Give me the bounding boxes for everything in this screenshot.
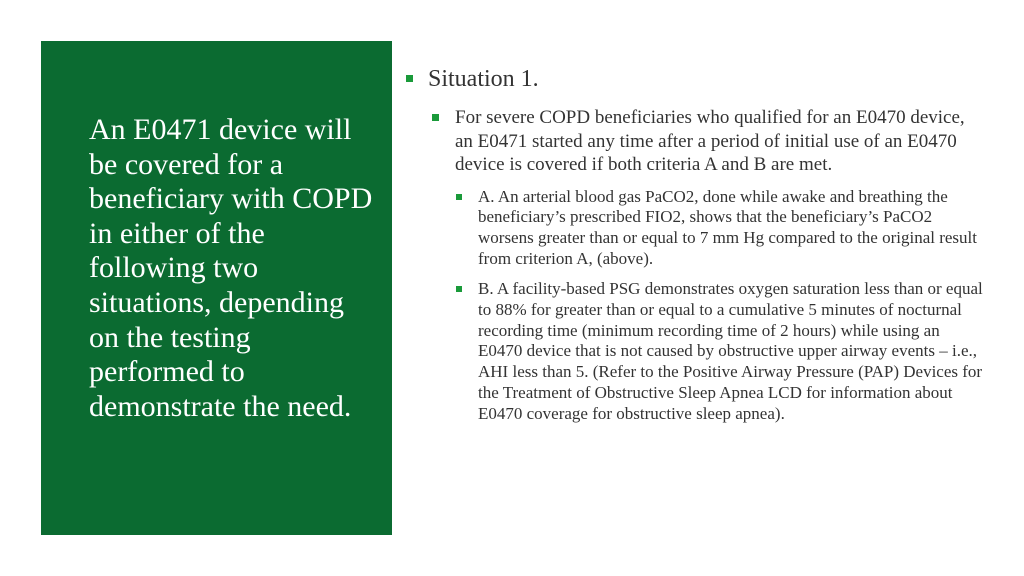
panel-summary-text: An E0471 device will be covered for a beneficiary with COPD in either of the following two situations, depending on the testing performed to demonstrate the need. xyxy=(89,113,373,423)
bullet-situation-heading xyxy=(404,64,984,94)
criterion-a-text: A. An arterial blood gas PaCO2, done while awake and breathing the beneficiary’s prescribed FIO2, shows that the beneficiary’s PaCO2 worsens greater than or equal to 7 mm Hg compared to the original result from criterion A, (above). xyxy=(478,186,977,268)
green-side-panel xyxy=(41,41,392,535)
square-bullet-icon xyxy=(456,286,462,292)
bullet-situation-paragraph xyxy=(404,106,984,177)
square-bullet-icon xyxy=(432,114,439,121)
square-bullet-icon xyxy=(406,75,413,82)
situation-heading: Situation 1. xyxy=(428,66,539,92)
situation-paragraph: For severe COPD beneficiaries who qualified for an E0470 device, an E0471 started any time after a period of initial use of an E0470 device is covered if both criteria A and B are met. xyxy=(455,107,965,175)
bullet-criterion-b xyxy=(404,279,984,424)
bullet-criterion-a xyxy=(404,187,984,270)
content-area xyxy=(404,62,984,424)
square-bullet-icon xyxy=(456,194,462,200)
criterion-b-text: B. A facility-based PSG demonstrates oxygen saturation less than or equal to 88% for greater than or equal to a cumulative 5 minutes of nocturnal recording time (minimum recording time of 2 hours) while using an E0470 device that is not caused by obstructive upper airway events – i.e., AHI less than 5. (Refer to the Positive Airway Pressure (PAP) Devices for the Treatment of Obstructive Sleep Apnea LCD for information about E0470 coverage for obstructive sleep apnea). xyxy=(478,279,983,423)
